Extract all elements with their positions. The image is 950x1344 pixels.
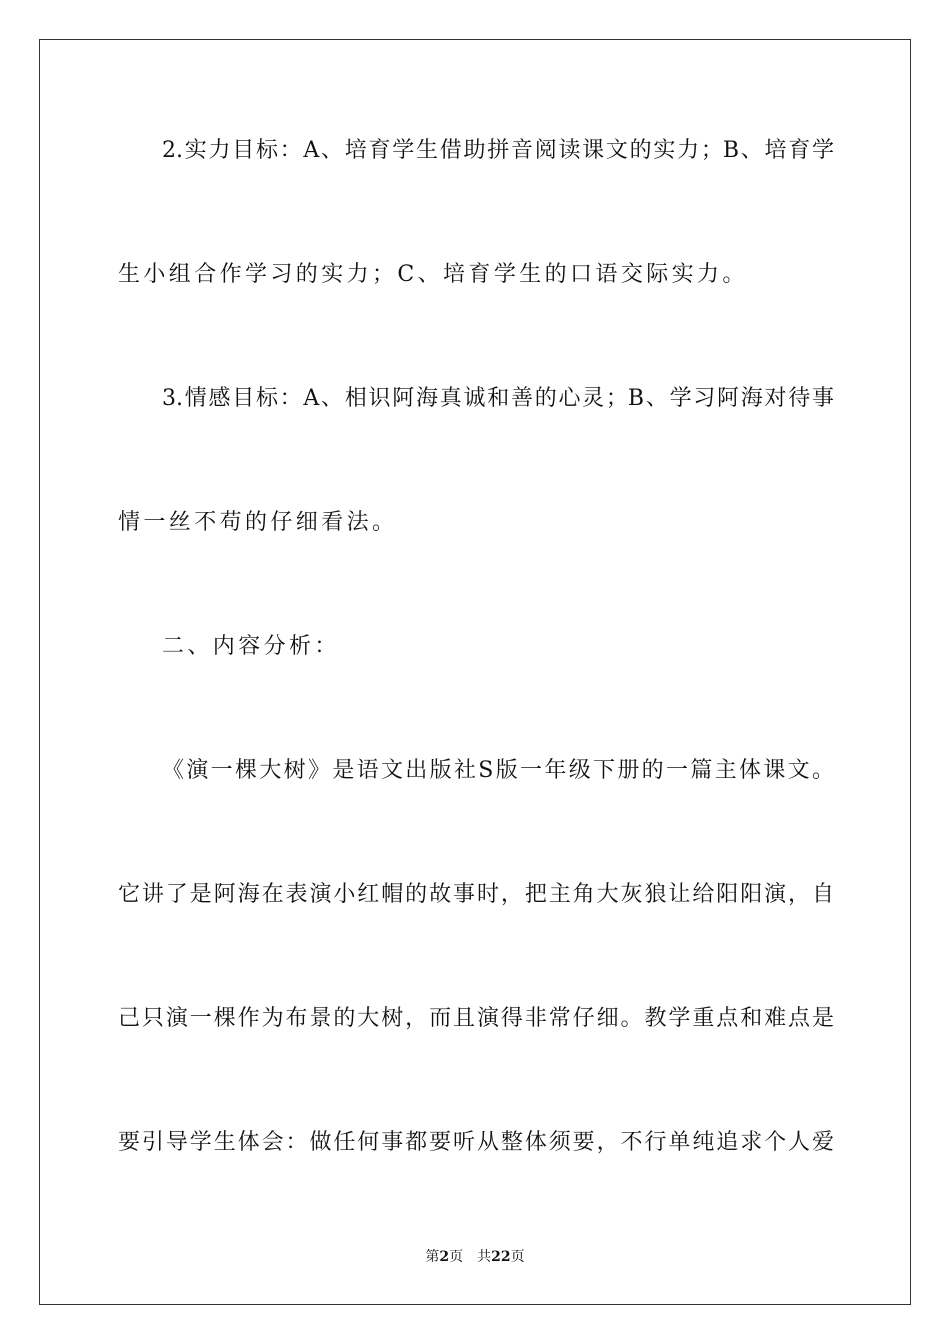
section-heading-content-analysis: 二、内容分析： [162, 634, 340, 659]
paragraph-emotion-goal-line-2: 情一丝不苟的仔细看法。 [118, 510, 398, 535]
paragraph-emotion-goal-line-1: 3.情感目标：A、相识阿海真诚和善的心灵；B、学习阿海对待事 [162, 386, 835, 411]
footer-total-prefix: 共 [477, 1249, 492, 1265]
paragraph-analysis-line-4: 要引导学生体会：做任何事都要听从整体须要，不行单纯追求个人爱 [118, 1130, 834, 1155]
footer-page-number: 2 [439, 1249, 450, 1265]
paragraph-analysis-line-3: 己只演一棵作为布景的大树，而且演得非常仔细。教学重点和难点是 [118, 1006, 834, 1031]
page-footer [0, 1248, 950, 1266]
footer-total-suffix: 页 [510, 1249, 525, 1265]
footer-total-number: 22 [491, 1249, 511, 1265]
paragraph-analysis-line-2: 它讲了是阿海在表演小红帽的故事时，把主角大灰狼让给阳阳演，自 [118, 882, 834, 907]
paragraph-ability-goal-line-2: 生小组合作学习的实力；C、培育学生的口语交际实力。 [118, 262, 748, 287]
paragraph-analysis-line-1: 《演一棵大树》是语文出版社S版一年级下册的一篇主体课文。 [162, 758, 834, 783]
footer-page-prefix: 第 [425, 1249, 440, 1265]
page-border [39, 39, 911, 1305]
paragraph-ability-goal-line-1: 2.实力目标：A、培育学生借助拼音阅读课文的实力；B、培育学 [162, 138, 835, 163]
footer-page-suffix: 页 [449, 1249, 464, 1265]
